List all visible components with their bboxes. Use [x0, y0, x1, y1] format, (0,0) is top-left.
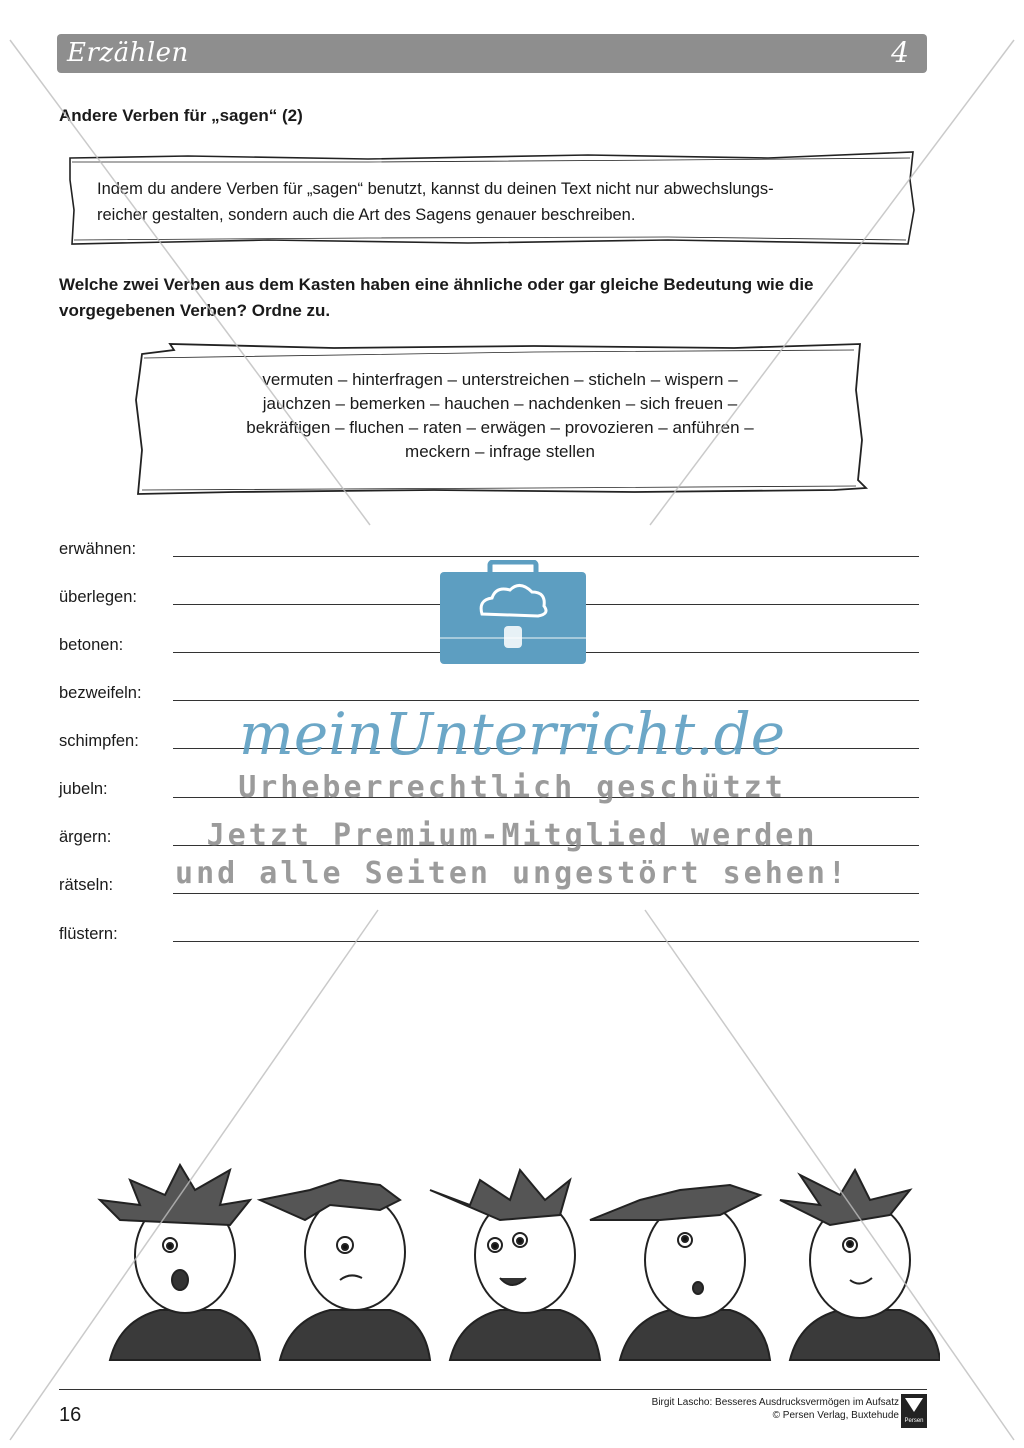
row-label-raetseln: rätseln: [59, 876, 114, 894]
row-label-ueberlegen: überlegen: [59, 588, 137, 606]
watermark-brand: meinUnterricht.de [238, 700, 786, 768]
row-label-schimpfen: schimpfen: [59, 732, 139, 750]
watermark-line-2: Jetzt Premium-Mitglied werden [206, 818, 818, 853]
row-label-jubeln: jubeln: [59, 780, 108, 798]
word-line-2: jauchzen – bemerken – hauchen – nachdenken – sich freuen – [262, 394, 738, 413]
header-number: 4 [891, 36, 909, 69]
footer-credit-line-2: © Persen Verlag, Buxtehude [772, 1410, 899, 1421]
footer-rule [59, 1389, 927, 1390]
row-label-aergern: ärgern: [59, 828, 112, 846]
word-line-3: bekräftigen – fluchen – raten – erwägen – provozieren – anführen – [246, 418, 754, 437]
footer-credit-line-1: Birgit Lascho: Besseres Ausdrucksvermögen im Aufsatz [651, 1397, 899, 1408]
info-line-2: reicher gestalten, sondern auch die Art des Sagens genauer beschreiben. [97, 206, 636, 224]
word-line-4: meckern – infrage stellen [405, 442, 595, 461]
footer-credit [652, 1396, 899, 1422]
watermark-line-3: und alle Seiten ungestört sehen! [175, 856, 849, 891]
header-title: Erzählen [67, 38, 189, 68]
row-label-bezweifeln: bezweifeln: [59, 684, 142, 702]
publisher-logo-text: Persen [904, 1418, 924, 1424]
page-number: 16 [59, 1404, 82, 1426]
briefcase-cloud-icon [440, 560, 586, 666]
publisher-logo-icon [901, 1394, 927, 1416]
task-line-2: vorgegebenen Verben? Ordne zu. [59, 301, 331, 320]
page-subtitle: Andere Verben für „sagen“ (2) [59, 106, 303, 125]
watermark-line-1: Urheberrechtlich geschützt [238, 770, 786, 805]
publisher-logo [901, 1394, 927, 1428]
row-label-betonen: betonen: [59, 636, 124, 654]
word-line-1: vermuten – hinterfragen – unterstreichen – sticheln – wispern – [262, 370, 738, 389]
task-line-1: Welche zwei Verben aus dem Kasten haben eine ähnliche oder gar gleiche Bedeutung wie die [59, 275, 814, 294]
row-label-erwaehnen: erwähnen: [59, 540, 137, 558]
info-line-1: Indem du andere Verben für „sagen“ benutzt, kannst du deinen Text nicht nur abwechslungs- [97, 180, 774, 198]
row-label-fluestern: flüstern: [59, 925, 118, 943]
